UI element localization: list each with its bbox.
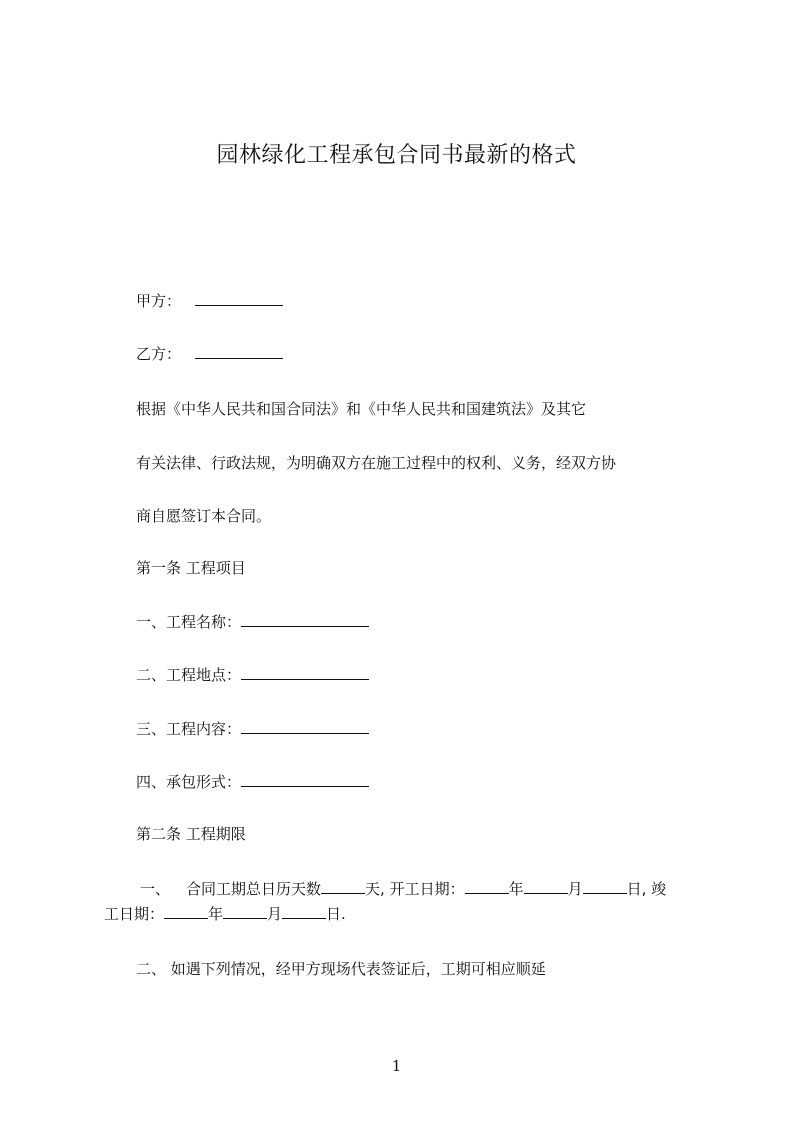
- project-content-blank: [241, 719, 369, 734]
- article-1-title: 第一条 工程项目: [136, 559, 246, 577]
- paragraph-line: 有关法律、行政法规，为明确双方在施工过程中的权利、义务，经双方协: [136, 454, 617, 472]
- party-a-label: 甲方：: [136, 292, 182, 310]
- start-day-blank: [583, 879, 627, 894]
- page-number: 1: [391, 1057, 402, 1075]
- item-project-name: [136, 611, 369, 633]
- period-text: 天, 开工日期：: [365, 880, 465, 898]
- start-month-blank: [524, 879, 568, 894]
- total-days-blank: [321, 879, 365, 894]
- period-text: 合同工期总日历天数: [186, 880, 322, 898]
- document-title: 园林绿化工程承包合同书最新的格式: [216, 143, 577, 168]
- end-day-blank: [282, 904, 326, 919]
- item-label: 三、工程内容：: [136, 720, 242, 738]
- period-text: 日, 竣: [626, 880, 667, 898]
- period-line-2: [104, 903, 704, 925]
- period-prefix: 一、: [140, 880, 171, 898]
- item-project-content: [136, 718, 369, 740]
- end-month-blank: [223, 904, 267, 919]
- period-item-2: 二、 如遇下列情况，经甲方现场代表签证后，工期可相应顺延: [136, 960, 546, 978]
- period-text: 月: [267, 905, 283, 923]
- item-contract-form: [136, 771, 369, 793]
- project-location-blank: [241, 665, 369, 680]
- contract-form-blank: [241, 772, 369, 787]
- party-b-blank: [195, 344, 283, 359]
- party-b-label: 乙方：: [136, 345, 182, 363]
- start-year-blank: [465, 879, 509, 894]
- period-text: 月: [567, 880, 583, 898]
- period-text: 工日期：: [104, 905, 165, 923]
- period-text: 日.: [326, 905, 346, 923]
- party-b-line: [136, 343, 283, 365]
- article-2-title: 第二条 工程期限: [136, 825, 246, 843]
- period-text: 年: [508, 880, 524, 898]
- item-project-location: [136, 664, 369, 686]
- item-label: 二、工程地点：: [136, 666, 242, 684]
- party-a-line: [136, 290, 283, 312]
- period-line-1: [104, 878, 704, 900]
- period-text: 年: [208, 905, 224, 923]
- paragraph-line: 根据《中华人民共和国合同法》和《中华人民共和国建筑法》及其它: [136, 400, 587, 418]
- party-a-blank: [195, 291, 283, 306]
- paragraph-line: 商自愿签订本合同。: [136, 507, 272, 525]
- project-name-blank: [241, 612, 369, 627]
- end-year-blank: [164, 904, 208, 919]
- item-label: 四、承包形式：: [136, 773, 242, 791]
- item-label: 一、工程名称：: [136, 613, 242, 631]
